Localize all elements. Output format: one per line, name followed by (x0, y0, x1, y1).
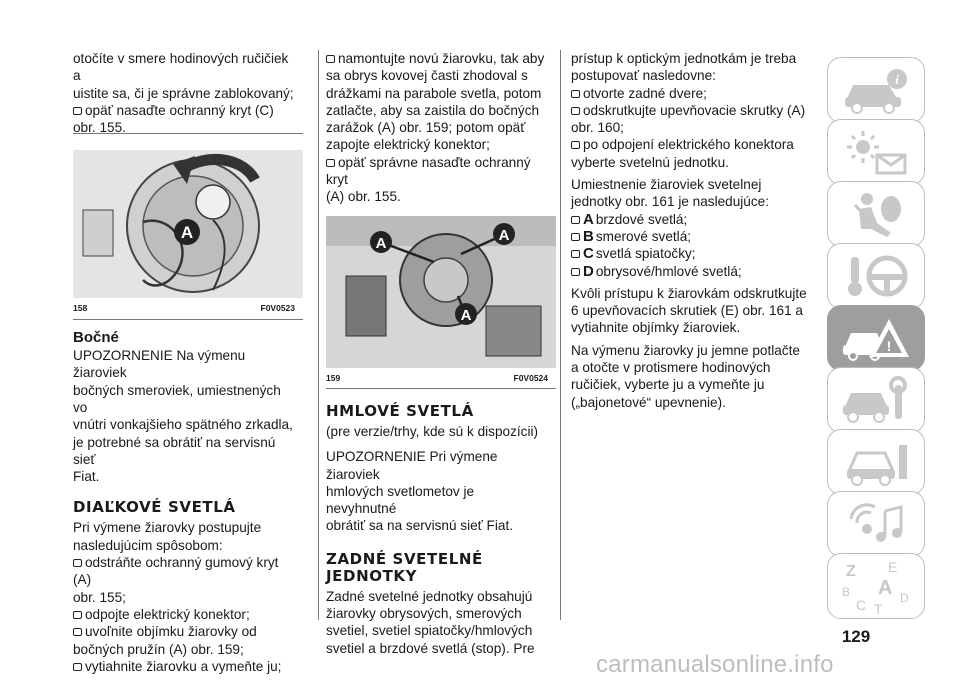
key-text: svetlá spiatočky; (595, 246, 696, 262)
line-text: zatlačte, aby sa zaistila do bočných (326, 102, 540, 118)
zadne-heading (326, 551, 548, 585)
tab-airbag-safety[interactable] (827, 181, 925, 247)
bullet-icon (73, 107, 82, 115)
index-letter-d: D (900, 591, 909, 605)
car-specs-icon (841, 437, 911, 487)
line-text: obr. 155; (73, 589, 126, 605)
text-line: a otočte v protismere hodinových (571, 360, 771, 376)
tab-alphabetical-index[interactable] (827, 553, 925, 619)
tab-multimedia[interactable] (827, 491, 925, 557)
text-line: hmlových svetlometov je nevyhnutné (326, 483, 475, 517)
watermark: carmanualsonline.info (596, 651, 834, 678)
column-3 (571, 50, 815, 411)
line-text: po odpojení elektrického konektora (583, 137, 794, 153)
text-line: nasledujúcim spôsobom: (73, 537, 223, 553)
figure-158-number: 158 (73, 303, 88, 314)
text-line: svetiel, svetiel spiatočky/hmlových (326, 623, 533, 639)
line-text: (A) obr. 155. (326, 189, 401, 205)
column-1 (73, 50, 295, 675)
text-line: Fiat. (73, 469, 100, 485)
bullet-item (73, 606, 295, 623)
bullet-icon (571, 90, 580, 98)
figure-159-caption (326, 370, 548, 387)
key-letter: C (583, 245, 594, 263)
key-letter: B (583, 227, 594, 245)
bullet-icon (571, 250, 580, 258)
bullet-item (73, 658, 295, 675)
text-line (571, 119, 815, 136)
key-text: smerové svetlá; (595, 228, 692, 244)
bocne-text (73, 347, 295, 485)
line-text: otočíte v smere hodinových ručičiek a (73, 51, 289, 84)
bullet-item (73, 623, 295, 640)
bullet-icon (73, 663, 82, 671)
dashboard-lights-icon (841, 127, 911, 177)
line-text: otvorte zadné dvere; (583, 85, 707, 101)
line-text: odskrutkujte upevňovacie skrutky (A) (583, 102, 806, 118)
text-line: jednotky obr. 161 je nasledujúce: (571, 194, 770, 210)
text-line (326, 119, 548, 136)
index-letter-t: T (874, 601, 883, 616)
column-2 (326, 50, 548, 657)
hmlove-heading: HMLOVÉ SVETLÁ (326, 401, 474, 420)
bullet-item (571, 102, 815, 119)
tab-car-info[interactable] (827, 57, 925, 123)
bullet-icon (73, 628, 82, 636)
chapter-sidebar (827, 57, 925, 617)
text-line: svetiel a brzdové svetlá (stop). Pre (326, 640, 535, 656)
zadne-text (326, 588, 548, 657)
bulb-key-item (571, 245, 815, 262)
text-line: Kvôli prístupu k žiarovkám odskrutkujte (571, 285, 807, 301)
index-letter-a: A (878, 577, 893, 599)
svg-text:i: i (895, 72, 899, 87)
key-letter: A (583, 210, 594, 228)
text-line: UPOZORNENIE Pri výmene žiaroviek (326, 449, 498, 482)
bullet-item (571, 136, 815, 153)
replace-text (571, 342, 815, 411)
placement-intro (571, 176, 815, 211)
figure-158-code: F0V0523 (260, 303, 295, 314)
figure-159-code: F0V0524 (513, 372, 548, 383)
bullet-icon (73, 559, 82, 567)
bullet-icon (571, 107, 580, 115)
text-line: Na výmenu žiarovky ju jemne potlačte (571, 342, 800, 358)
car-warning-triangle-icon (841, 313, 911, 363)
bullet-item (73, 102, 295, 119)
bulb-key-item (571, 263, 815, 280)
text-line (571, 154, 815, 171)
column-divider-1 (318, 50, 319, 620)
text-line: Zadné svetelné jednotky obsahujú (326, 588, 533, 604)
page-number: 129 (841, 627, 871, 646)
line-text: zapojte elektrický konektor; (326, 137, 490, 153)
figure-159-label-a-right: A (498, 226, 510, 244)
line-text: odstráňte ochranný gumový kryt (A) (73, 555, 279, 588)
col3-steps (571, 85, 815, 171)
text-line: („bajonetové“ upevnenie). (571, 394, 726, 410)
bulb-key-list (571, 211, 815, 280)
key-text: brzdové svetlá; (595, 211, 688, 227)
bullet-item (326, 154, 548, 189)
text-line: ZADNÉ SVETELNÉ (326, 549, 483, 568)
car-maintenance-icon (841, 375, 911, 425)
alphabetical-index-icon (836, 556, 916, 616)
text-line (326, 67, 548, 84)
bullet-icon (326, 55, 335, 63)
text-line: Umiestnenie žiaroviek svetelnej (571, 177, 762, 193)
line-text: zarážok (A) obr. 159; potom opäť (326, 120, 526, 136)
bulb-key-item (571, 211, 815, 228)
line-text: odpojte elektrický konektor; (85, 606, 250, 622)
key-text: obrysové/hmlové svetlá; (595, 263, 742, 279)
figure-158-caption (73, 300, 295, 317)
text-line: je potrebné sa obrátiť na servisnú sieť (73, 434, 276, 467)
text-line (73, 85, 295, 102)
bullet-item (73, 554, 295, 589)
text-line: ručičiek, vyberte ju a vymeňte ju (571, 377, 765, 393)
text-line: obrátiť sa na servisnú sieť Fiat. (326, 518, 513, 534)
tab-key-steering[interactable] (827, 243, 925, 309)
line-text: drážkami na parabole svetla, potom (326, 85, 542, 101)
bullet-icon (571, 233, 580, 241)
text-line: Pri výmene žiarovky postupujte (73, 520, 262, 536)
tab-car-specs[interactable] (827, 429, 925, 495)
tab-dashboard-lights[interactable] (827, 119, 925, 185)
line-text: uvoľnite objímku žiarovky od (85, 624, 257, 640)
multimedia-icon (841, 499, 911, 549)
text-line: 6 upevňovacích skrutiek (E) obr. 161 a (571, 303, 803, 319)
text-line: vnútri vonkajšieho spätného zrkadla, (73, 417, 293, 433)
index-letter-b: B (842, 585, 851, 599)
figure-159 (326, 216, 556, 368)
text-line (73, 50, 295, 85)
text-line (326, 85, 548, 102)
key-steering-wheel-icon (841, 251, 911, 301)
bullet-icon (571, 141, 580, 149)
figure-158 (73, 150, 303, 298)
text-line: prístup k optickým jednotkám je treba (571, 51, 797, 66)
bullet-icon (571, 268, 580, 276)
dialkove-steps (73, 554, 295, 675)
line-text: vyberte svetelnú jednotku. (571, 154, 729, 170)
line-text: bočných pružín (A) obr. 159; (73, 641, 244, 657)
text-line: JEDNOTKY (326, 566, 418, 585)
col3-intro (571, 50, 815, 85)
figure-159-label-a-left: A (375, 234, 387, 252)
headlamp-springs-illustration (326, 216, 556, 368)
line-text: obr. 155. (73, 120, 126, 136)
line-text: namontujte novú žiarovku, tak aby (338, 51, 545, 66)
airbag-safety-icon (841, 189, 911, 239)
line-text: uistite sa, či je správne zablokovaný; (73, 85, 294, 101)
svg-text:!: ! (886, 338, 892, 354)
line-text: vytiahnite žiarovku a vymeňte ju; (85, 658, 282, 674)
figure-159-number: 159 (326, 372, 341, 383)
headlamp-bulb-illustration (73, 150, 303, 298)
text-line: UPOZORNENIE Na výmenu žiaroviek (73, 348, 246, 381)
figure-159-label-a-bottom: A (460, 306, 472, 324)
tab-car-maintenance[interactable] (827, 367, 925, 433)
figure-159-rule (326, 388, 556, 389)
text-line (73, 589, 295, 606)
text-line: postupovať nasledovne: (571, 68, 716, 84)
hmlove-text (326, 448, 548, 534)
text-line: žiarovky obrysových, smerových (326, 606, 522, 622)
text-line (73, 641, 295, 658)
bocne-heading: Bočné (73, 328, 119, 346)
tab-warning-emergency[interactable] (827, 305, 925, 371)
index-letter-e: E (888, 559, 898, 575)
access-text (571, 285, 815, 337)
col2-steps (326, 50, 548, 206)
key-letter: D (583, 262, 594, 280)
text-line (326, 102, 548, 119)
dialkove-heading: DIAĽKOVÉ SVETLÁ (73, 498, 236, 517)
text-line (326, 136, 548, 153)
bullet-icon (571, 216, 580, 224)
dialkove-intro (73, 519, 295, 554)
line-text: opäť nasaďte ochranný kryt (C) (85, 102, 274, 118)
line-text: obr. 160; (571, 120, 624, 136)
text-line: vytiahnite objímky žiaroviek. (571, 320, 741, 336)
line-text: sa obrys kovovej časti zhodoval s (326, 68, 528, 84)
index-letter-z: Z (846, 563, 856, 580)
bulb-key-item (571, 228, 815, 245)
car-info-icon (841, 65, 911, 115)
bullet-item (326, 50, 548, 67)
index-letter-c: C (856, 597, 867, 613)
hmlove-subtitle: (pre verzie/trhy, kde sú k dispozícii) (326, 423, 539, 439)
col1-intro (73, 50, 295, 136)
text-line (326, 188, 548, 205)
bullet-item (571, 85, 815, 102)
bullet-icon (326, 159, 335, 167)
line-text: opäť správne nasaďte ochranný kryt (326, 154, 531, 188)
figure-158-rule (73, 319, 303, 320)
text-line: bočných smeroviek, umiestnených vo (73, 382, 281, 415)
figure-158-label-a: A (180, 223, 194, 243)
column-divider-2 (560, 50, 561, 620)
bullet-icon (73, 611, 82, 619)
text-line (73, 119, 295, 136)
